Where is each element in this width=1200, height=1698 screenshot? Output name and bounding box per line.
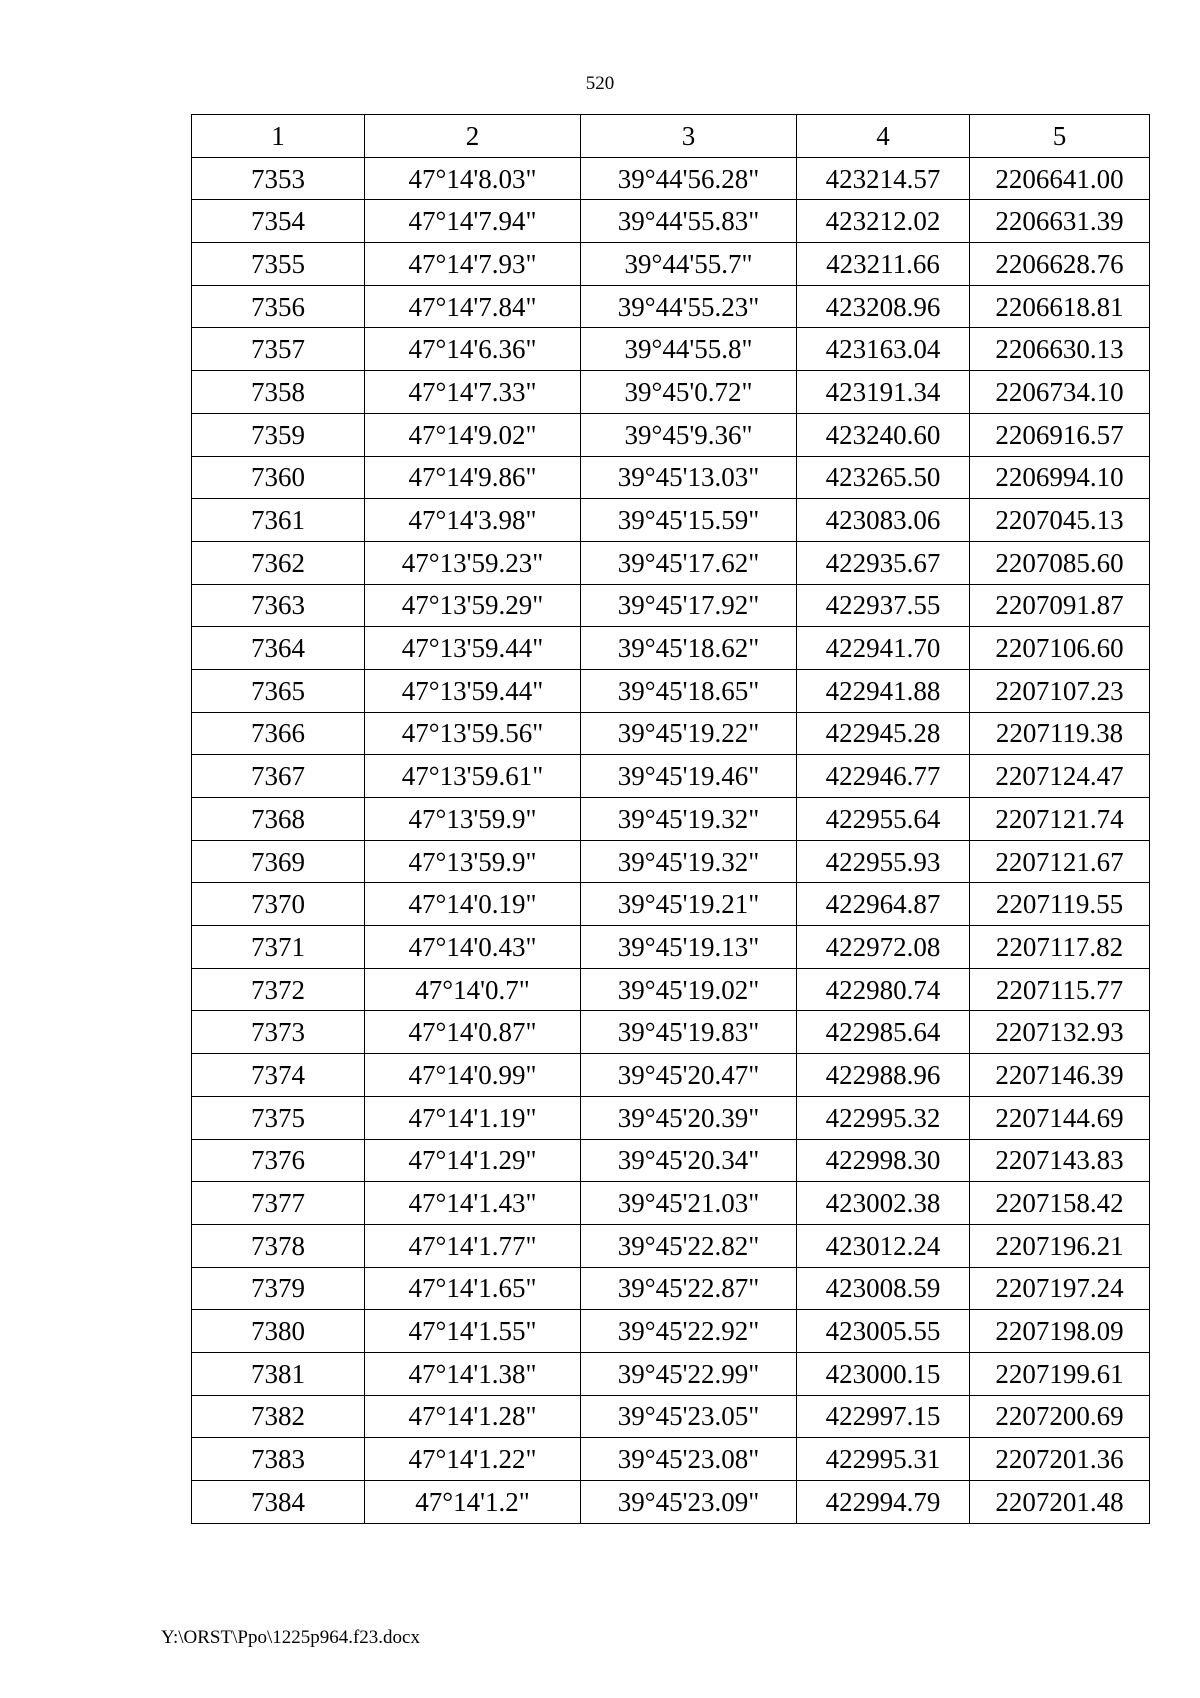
x-coordinate-cell: 422964.87 [797, 883, 970, 926]
x-coordinate-cell: 423191.34 [797, 371, 970, 414]
x-coordinate-cell: 423083.06 [797, 499, 970, 542]
point-number-cell: 7360 [192, 456, 365, 499]
y-coordinate-cell: 2207198.09 [970, 1310, 1150, 1353]
y-coordinate-cell: 2206734.10 [970, 371, 1150, 414]
longitude-cell: 39°45'22.92" [581, 1310, 797, 1353]
latitude-cell: 47°14'7.84" [365, 285, 581, 328]
x-coordinate-cell: 423265.50 [797, 456, 970, 499]
x-coordinate-cell: 423211.66 [797, 243, 970, 286]
y-coordinate-cell: 2207200.69 [970, 1395, 1150, 1438]
longitude-cell: 39°45'19.13" [581, 926, 797, 969]
coordinates-table [191, 114, 1150, 1524]
point-number-cell: 7354 [192, 200, 365, 243]
table-row [192, 1267, 1150, 1310]
x-coordinate-cell: 422995.31 [797, 1438, 970, 1481]
y-coordinate-cell: 2207144.69 [970, 1096, 1150, 1139]
y-coordinate-cell: 2207091.87 [970, 584, 1150, 627]
table-row [192, 541, 1150, 584]
longitude-cell: 39°45'19.32" [581, 840, 797, 883]
y-coordinate-cell: 2207201.48 [970, 1481, 1150, 1524]
longitude-cell: 39°45'13.03" [581, 456, 797, 499]
y-coordinate-cell: 2206641.00 [970, 157, 1150, 200]
latitude-cell: 47°14'9.02" [365, 413, 581, 456]
y-coordinate-cell: 2207085.60 [970, 541, 1150, 584]
y-coordinate-cell: 2207115.77 [970, 968, 1150, 1011]
table-row [192, 584, 1150, 627]
y-coordinate-cell: 2206630.13 [970, 328, 1150, 371]
longitude-cell: 39°45'15.59" [581, 499, 797, 542]
y-coordinate-cell: 2207121.74 [970, 798, 1150, 841]
column-header-2: 2 [365, 115, 581, 158]
y-coordinate-cell: 2207107.23 [970, 669, 1150, 712]
point-number-cell: 7380 [192, 1310, 365, 1353]
y-coordinate-cell: 2206628.76 [970, 243, 1150, 286]
latitude-cell: 47°14'9.86" [365, 456, 581, 499]
table-row [192, 413, 1150, 456]
table-row [192, 712, 1150, 755]
column-header-4: 4 [797, 115, 970, 158]
table-row [192, 1481, 1150, 1524]
y-coordinate-cell: 2206631.39 [970, 200, 1150, 243]
y-coordinate-cell: 2207119.38 [970, 712, 1150, 755]
y-coordinate-cell: 2207121.67 [970, 840, 1150, 883]
latitude-cell: 47°13'59.44" [365, 627, 581, 670]
point-number-cell: 7356 [192, 285, 365, 328]
longitude-cell: 39°45'21.03" [581, 1182, 797, 1225]
point-number-cell: 7365 [192, 669, 365, 712]
longitude-cell: 39°45'9.36" [581, 413, 797, 456]
x-coordinate-cell: 422955.64 [797, 798, 970, 841]
y-coordinate-cell: 2207201.36 [970, 1438, 1150, 1481]
longitude-cell: 39°45'23.05" [581, 1395, 797, 1438]
latitude-cell: 47°14'1.65" [365, 1267, 581, 1310]
table-row [192, 1096, 1150, 1139]
x-coordinate-cell: 423002.38 [797, 1182, 970, 1225]
page-number: 520 [585, 73, 615, 94]
latitude-cell: 47°13'59.9" [365, 840, 581, 883]
point-number-cell: 7372 [192, 968, 365, 1011]
longitude-cell: 39°45'20.34" [581, 1139, 797, 1182]
y-coordinate-cell: 2207106.60 [970, 627, 1150, 670]
x-coordinate-cell: 422945.28 [797, 712, 970, 755]
x-coordinate-cell: 423000.15 [797, 1352, 970, 1395]
point-number-cell: 7370 [192, 883, 365, 926]
table-row [192, 1395, 1150, 1438]
point-number-cell: 7382 [192, 1395, 365, 1438]
y-coordinate-cell: 2207143.83 [970, 1139, 1150, 1182]
point-number-cell: 7358 [192, 371, 365, 414]
table-row [192, 669, 1150, 712]
point-number-cell: 7353 [192, 157, 365, 200]
column-header-1: 1 [192, 115, 365, 158]
latitude-cell: 47°14'0.19" [365, 883, 581, 926]
x-coordinate-cell: 422935.67 [797, 541, 970, 584]
longitude-cell: 39°44'55.7" [581, 243, 797, 286]
point-number-cell: 7375 [192, 1096, 365, 1139]
x-coordinate-cell: 423208.96 [797, 285, 970, 328]
longitude-cell: 39°45'19.83" [581, 1011, 797, 1054]
table-row [192, 1182, 1150, 1225]
longitude-cell: 39°45'17.92" [581, 584, 797, 627]
x-coordinate-cell: 423008.59 [797, 1267, 970, 1310]
longitude-cell: 39°45'18.65" [581, 669, 797, 712]
x-coordinate-cell: 423005.55 [797, 1310, 970, 1353]
point-number-cell: 7363 [192, 584, 365, 627]
y-coordinate-cell: 2206994.10 [970, 456, 1150, 499]
x-coordinate-cell: 422941.70 [797, 627, 970, 670]
column-header-5: 5 [970, 115, 1150, 158]
longitude-cell: 39°44'55.23" [581, 285, 797, 328]
point-number-cell: 7383 [192, 1438, 365, 1481]
table-row [192, 1310, 1150, 1353]
table-row [192, 883, 1150, 926]
latitude-cell: 47°13'59.44" [365, 669, 581, 712]
latitude-cell: 47°14'8.03" [365, 157, 581, 200]
y-coordinate-cell: 2207119.55 [970, 883, 1150, 926]
y-coordinate-cell: 2206618.81 [970, 285, 1150, 328]
point-number-cell: 7361 [192, 499, 365, 542]
x-coordinate-cell: 422937.55 [797, 584, 970, 627]
x-coordinate-cell: 423214.57 [797, 157, 970, 200]
table-row [192, 755, 1150, 798]
x-coordinate-cell: 422941.88 [797, 669, 970, 712]
table-row [192, 627, 1150, 670]
y-coordinate-cell: 2207124.47 [970, 755, 1150, 798]
latitude-cell: 47°14'0.7" [365, 968, 581, 1011]
longitude-cell: 39°44'55.8" [581, 328, 797, 371]
table-row [192, 840, 1150, 883]
point-number-cell: 7368 [192, 798, 365, 841]
latitude-cell: 47°14'0.87" [365, 1011, 581, 1054]
table-row [192, 1139, 1150, 1182]
y-coordinate-cell: 2207045.13 [970, 499, 1150, 542]
point-number-cell: 7364 [192, 627, 365, 670]
y-coordinate-cell: 2207199.61 [970, 1352, 1150, 1395]
y-coordinate-cell: 2207132.93 [970, 1011, 1150, 1054]
y-coordinate-cell: 2207117.82 [970, 926, 1150, 969]
latitude-cell: 47°14'1.43" [365, 1182, 581, 1225]
point-number-cell: 7362 [192, 541, 365, 584]
x-coordinate-cell: 423163.04 [797, 328, 970, 371]
table-row [192, 926, 1150, 969]
table-row [192, 1054, 1150, 1097]
x-coordinate-cell: 423012.24 [797, 1224, 970, 1267]
latitude-cell: 47°13'59.56" [365, 712, 581, 755]
point-number-cell: 7373 [192, 1011, 365, 1054]
table-row [192, 1011, 1150, 1054]
latitude-cell: 47°13'59.61" [365, 755, 581, 798]
x-coordinate-cell: 422998.30 [797, 1139, 970, 1182]
latitude-cell: 47°14'1.2" [365, 1481, 581, 1524]
longitude-cell: 39°45'19.32" [581, 798, 797, 841]
longitude-cell: 39°45'22.99" [581, 1352, 797, 1395]
longitude-cell: 39°45'22.82" [581, 1224, 797, 1267]
latitude-cell: 47°14'1.55" [365, 1310, 581, 1353]
latitude-cell: 47°13'59.23" [365, 541, 581, 584]
x-coordinate-cell: 422946.77 [797, 755, 970, 798]
latitude-cell: 47°14'7.94" [365, 200, 581, 243]
longitude-cell: 39°45'20.47" [581, 1054, 797, 1097]
table-row [192, 243, 1150, 286]
table-row [192, 456, 1150, 499]
x-coordinate-cell: 422972.08 [797, 926, 970, 969]
x-coordinate-cell: 422995.32 [797, 1096, 970, 1139]
point-number-cell: 7374 [192, 1054, 365, 1097]
longitude-cell: 39°45'0.72" [581, 371, 797, 414]
latitude-cell: 47°14'7.33" [365, 371, 581, 414]
table-row [192, 798, 1150, 841]
y-coordinate-cell: 2206916.57 [970, 413, 1150, 456]
longitude-cell: 39°44'56.28" [581, 157, 797, 200]
latitude-cell: 47°14'1.29" [365, 1139, 581, 1182]
longitude-cell: 39°45'19.02" [581, 968, 797, 1011]
point-number-cell: 7359 [192, 413, 365, 456]
table-row [192, 328, 1150, 371]
x-coordinate-cell: 423240.60 [797, 413, 970, 456]
table-body [192, 157, 1150, 1523]
point-number-cell: 7381 [192, 1352, 365, 1395]
latitude-cell: 47°13'59.29" [365, 584, 581, 627]
latitude-cell: 47°14'7.93" [365, 243, 581, 286]
point-number-cell: 7357 [192, 328, 365, 371]
y-coordinate-cell: 2207197.24 [970, 1267, 1150, 1310]
longitude-cell: 39°45'19.46" [581, 755, 797, 798]
table-header-row [192, 115, 1150, 158]
point-number-cell: 7371 [192, 926, 365, 969]
point-number-cell: 7369 [192, 840, 365, 883]
x-coordinate-cell: 423212.02 [797, 200, 970, 243]
point-number-cell: 7379 [192, 1267, 365, 1310]
latitude-cell: 47°14'3.98" [365, 499, 581, 542]
longitude-cell: 39°45'22.87" [581, 1267, 797, 1310]
y-coordinate-cell: 2207158.42 [970, 1182, 1150, 1225]
point-number-cell: 7376 [192, 1139, 365, 1182]
longitude-cell: 39°45'17.62" [581, 541, 797, 584]
x-coordinate-cell: 422980.74 [797, 968, 970, 1011]
table-row [192, 499, 1150, 542]
footer-file-path: Y:\ORST\Ppo\1225p964.f23.docx [161, 1627, 420, 1648]
point-number-cell: 7377 [192, 1182, 365, 1225]
longitude-cell: 39°45'19.22" [581, 712, 797, 755]
x-coordinate-cell: 422955.93 [797, 840, 970, 883]
latitude-cell: 47°13'59.9" [365, 798, 581, 841]
table-row [192, 371, 1150, 414]
latitude-cell: 47°14'0.99" [365, 1054, 581, 1097]
longitude-cell: 39°45'23.09" [581, 1481, 797, 1524]
latitude-cell: 47°14'0.43" [365, 926, 581, 969]
x-coordinate-cell: 422994.79 [797, 1481, 970, 1524]
y-coordinate-cell: 2207146.39 [970, 1054, 1150, 1097]
latitude-cell: 47°14'1.38" [365, 1352, 581, 1395]
longitude-cell: 39°45'19.21" [581, 883, 797, 926]
table-row [192, 968, 1150, 1011]
point-number-cell: 7378 [192, 1224, 365, 1267]
table-row [192, 1352, 1150, 1395]
point-number-cell: 7355 [192, 243, 365, 286]
latitude-cell: 47°14'1.19" [365, 1096, 581, 1139]
point-number-cell: 7384 [192, 1481, 365, 1524]
latitude-cell: 47°14'6.36" [365, 328, 581, 371]
table-row [192, 1438, 1150, 1481]
column-header-3: 3 [581, 115, 797, 158]
point-number-cell: 7366 [192, 712, 365, 755]
table-row [192, 1224, 1150, 1267]
longitude-cell: 39°44'55.83" [581, 200, 797, 243]
longitude-cell: 39°45'18.62" [581, 627, 797, 670]
longitude-cell: 39°45'20.39" [581, 1096, 797, 1139]
longitude-cell: 39°45'23.08" [581, 1438, 797, 1481]
table-row [192, 285, 1150, 328]
latitude-cell: 47°14'1.22" [365, 1438, 581, 1481]
x-coordinate-cell: 422988.96 [797, 1054, 970, 1097]
table-row [192, 157, 1150, 200]
point-number-cell: 7367 [192, 755, 365, 798]
y-coordinate-cell: 2207196.21 [970, 1224, 1150, 1267]
x-coordinate-cell: 422985.64 [797, 1011, 970, 1054]
latitude-cell: 47°14'1.77" [365, 1224, 581, 1267]
table-row [192, 200, 1150, 243]
latitude-cell: 47°14'1.28" [365, 1395, 581, 1438]
x-coordinate-cell: 422997.15 [797, 1395, 970, 1438]
